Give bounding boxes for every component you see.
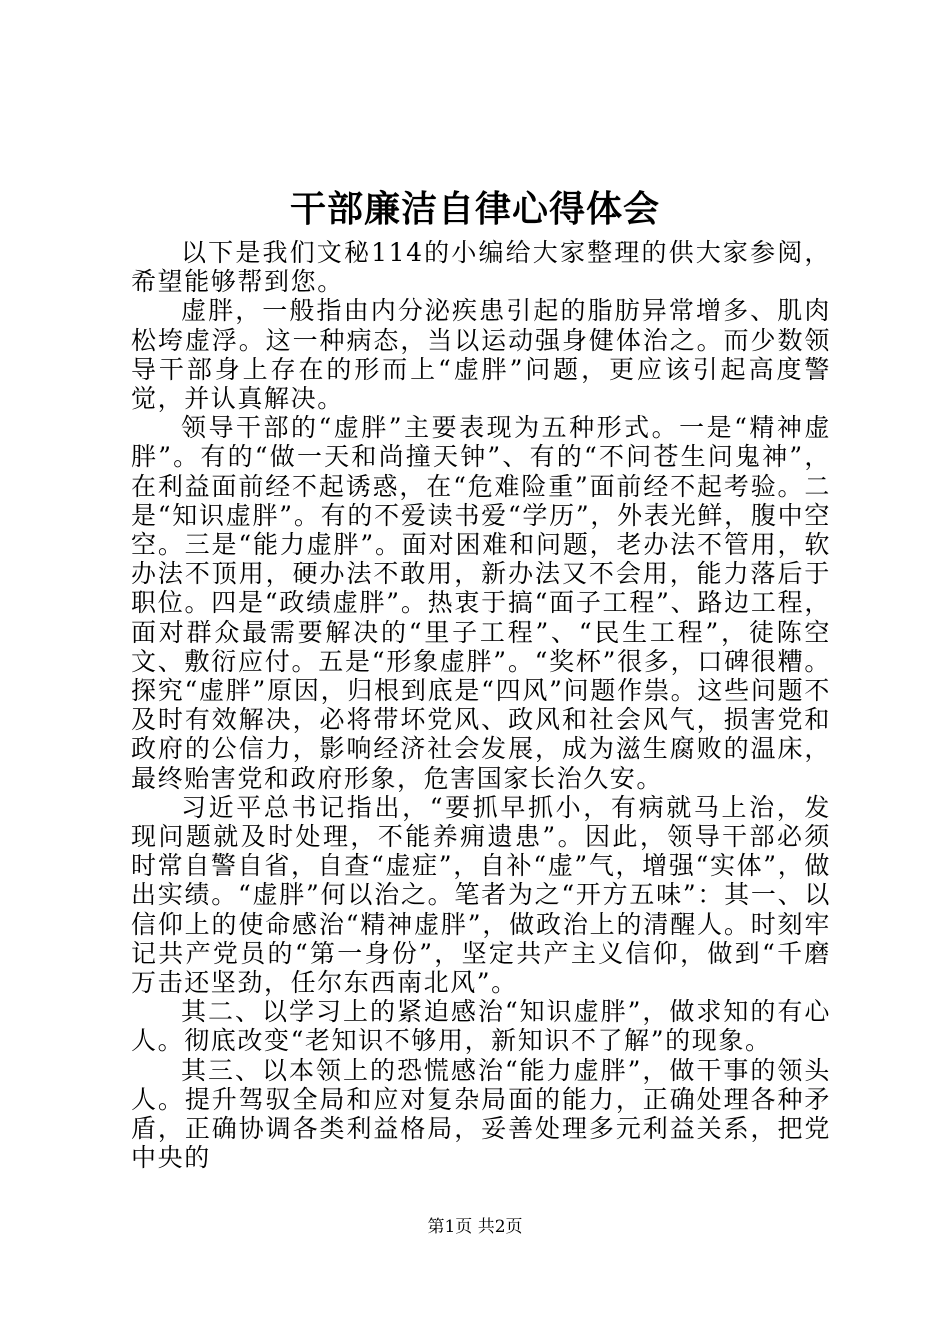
paragraph: 其三、以本领上的恐慌感治“能力虚胖”，做干事的领头人。提升驾驭全局和应对复杂局面的能力，正确处理各种矛盾，正确协调各类利益格局，妥善处理多元利益关系，把党中央的 [131,1055,831,1173]
page-footer: 第1页 共2页 [427,1217,523,1237]
paragraph: 以下是我们文秘114的小编给大家整理的供大家参阅，希望能够帮到您。 [131,238,831,297]
paragraph: 习近平总书记指出，“要抓早抓小，有病就马上治，发现问题就及时处理，不能养痈遗患”。因此，领导干部必须时常自警自省，自查“虚症”，自补“虚”气，增强“实体”，做出实绩。“虚胖”何以治之。笔者为之“开方五味”：其一、以信仰上的使命感治“精神虚胖”，做政治上的清醒人。时刻牢记共产党员的“第一身份”，坚定共产主义信仰，做到“千磨万击还坚劲，任尔东西南北风”。 [131,792,831,998]
paragraph: 虚胖，一般指由内分泌疾患引起的脂肪异常增多、肌肉松垮虚浮。这一种病态，当以运动强身健体治之。而少数领导干部身上存在的形而上“虚胖”问题，更应该引起高度警觉，并认真解决。 [131,296,831,414]
paragraph: 领导干部的“虚胖”主要表现为五种形式。一是“精神虚胖”。有的“做一天和尚撞天钟”、有的“不问苍生问鬼神”，在利益面前经不起诱惑，在“危难险重”面前经不起考验。二是“知识虚胖”。有的不爱读书爱“学历”，外表光鲜，腹中空空。三是“能力虚胖”。面对困难和问题，老办法不管用，软办法不顶用，硬办法不敢用，新办法又不会用，能力落后于职位。四是“政绩虚胖”。热衷于搞“面子工程”、路边工程，面对群众最需要解决的“里子工程”、“民生工程”，徒陈空文、敷衍应付。五是“形象虚胖”。“奖杯”很多，口碑很糟。探究“虚胖”原因，归根到底是“四风”问题作祟。这些问题不及时有效解决，必将带坏党风、政风和社会风气，损害党和政府的公信力，影响经济社会发展，成为滋生腐败的温床，最终贻害党和政府形象，危害国家长治久安。 [131,413,831,793]
document-body [131,238,831,1173]
paragraph: 其二、以学习上的紧迫感治“知识虚胖”，做求知的有心人。彻底改变“老知识不够用，新知识不了解”的现象。 [131,997,831,1056]
document-title: 干部廉洁自律心得体会 [289,188,660,230]
